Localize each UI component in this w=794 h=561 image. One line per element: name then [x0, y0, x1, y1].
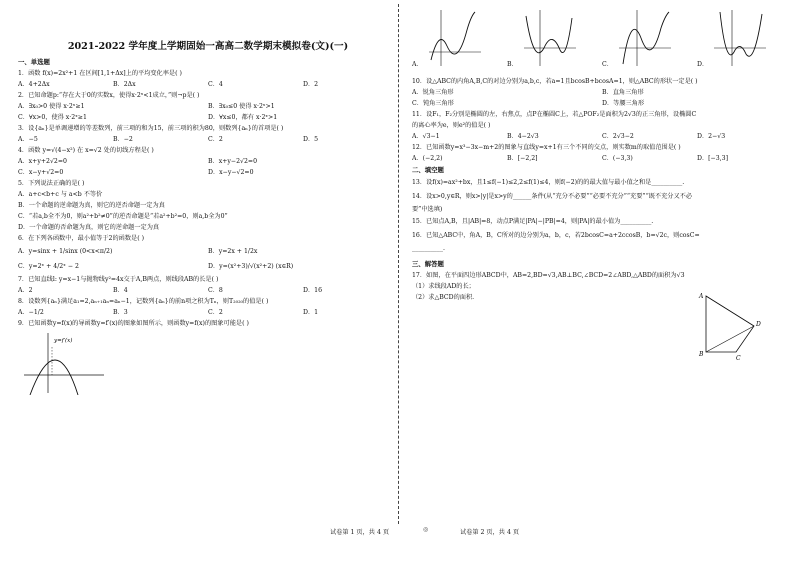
- derivative-label: y=f′(x): [54, 338, 73, 344]
- question-stem: 12．已知函数y=x³−3x−m+2的图象与直线y=x+1有三个不同的交点，则实数m的取值范围是( ): [412, 144, 681, 151]
- option-c[interactable]: C．8: [208, 287, 223, 294]
- question-options-row2: [412, 98, 792, 109]
- question-stem: 9．已知函数y=f(x)的导函数y=f′(x)的图象如图所示，则函数y=f(x)的图象可能是( ): [18, 320, 249, 327]
- option-c[interactable]: C．2: [208, 309, 223, 316]
- question-options-row2: [18, 259, 398, 274]
- option-a[interactable]: A．(−2,2): [412, 155, 443, 162]
- option-c[interactable]: C．2: [208, 136, 223, 143]
- quad-outline: [706, 296, 754, 352]
- question-4: [18, 145, 398, 178]
- question-7: [18, 274, 398, 296]
- question-16: 16．已知△ABC中，角A，B，C所对的边分别为a，b，c，若2bcosC=a+2ccosB，b=√2c，则cosC=: [412, 232, 700, 239]
- question-6: [18, 233, 398, 274]
- option-c[interactable]: C．y=2ˣ + 4/2ˣ − 2: [18, 263, 79, 270]
- vertex-a-label: A: [699, 293, 704, 300]
- right-page: [412, 0, 792, 561]
- question-options-row1: [18, 156, 398, 167]
- vertex-c-label: C: [736, 355, 741, 362]
- question-stem: 8．设数列{aₙ}满足a₁=2,aₙ₊₁aₙ=aₙ−1，记数列{aₙ}的前n项之积为Tₙ，则T₂₀₂₀的值是( ): [18, 298, 269, 305]
- option-d[interactable]: D．y=(x²+3)/√(x²+2) (x∈R): [208, 263, 294, 270]
- option-c[interactable]: C．∀x>0，使得 x·2ˣ≥1: [18, 114, 87, 121]
- question-stem: 7．已知直线l: y=x−1与抛物线y²=4x交于A,B两点，则线段AB的长是( ): [18, 276, 219, 283]
- graph-letter-c: C．: [602, 61, 613, 68]
- question-14-continued: 要”中选填): [412, 206, 443, 213]
- option-c[interactable]: C．(−3,3): [602, 155, 633, 162]
- graph-option-d[interactable]: [697, 8, 792, 68]
- question-options: [18, 307, 398, 318]
- option-c[interactable]: C．x−y+√2=0: [18, 169, 64, 176]
- option-b[interactable]: B．−2: [113, 136, 133, 143]
- graph-c-plot: [617, 8, 673, 68]
- option-c[interactable]: C．2√3−2: [602, 133, 634, 140]
- option-a[interactable]: A．锐角三角形: [412, 89, 454, 96]
- graph-d-plot: [712, 8, 768, 68]
- option-a[interactable]: A．2: [18, 287, 33, 294]
- option-b[interactable]: B．2Δx: [113, 81, 136, 88]
- option-a[interactable]: A．−5: [18, 136, 38, 143]
- option-a[interactable]: A．x+y+2√2=0: [18, 158, 67, 165]
- question-9: [18, 318, 398, 395]
- question-options: [412, 131, 792, 142]
- question-options: [18, 285, 398, 296]
- graph-option-c[interactable]: [602, 8, 697, 68]
- option-a[interactable]: A．−1/2: [18, 309, 44, 316]
- question-options: [18, 79, 398, 90]
- question-3: [18, 123, 398, 145]
- question-stem-continued: 的离心率为e，则e²的值是( ): [412, 122, 491, 129]
- option-c[interactable]: C．钝角三角形: [412, 100, 454, 107]
- question-stem: 11．设F₁，F₂分别是椭圆的左，右焦点，点P在椭圆C上，若△POF₂是面积为2√3的正三角形，设椭圆C: [412, 111, 697, 118]
- option-b[interactable]: B．∃x₀≤0 使得 x·2ˣ>1: [208, 103, 275, 110]
- option-d[interactable]: D．一个命题的否命题为真，则它的逆命题一定为真: [18, 224, 160, 231]
- question-12: [412, 142, 792, 164]
- vertex-d-label: D: [756, 321, 761, 328]
- question-17: [412, 270, 792, 362]
- question-8: [18, 296, 398, 318]
- derivative-curve: [30, 360, 78, 395]
- section-fill-in: 二、填空题: [412, 166, 444, 174]
- question-stem: 4．函数 y=√(4−x²) 在 x=√2 处的切线方程是( ): [18, 147, 154, 154]
- question-part-2: （2）求△BCD的面积.: [412, 294, 475, 301]
- option-b[interactable]: B．y=2x + 1/2x: [208, 248, 258, 255]
- question-stem: 5．下列说法正确的是( ): [18, 180, 85, 187]
- question-13: 13．设f(x)=ax²+bx，且1≤f(−1)≤2,2≤f(1)≤4，则f(−2)的的最大值与最小值之和是__________.: [412, 179, 685, 186]
- curve: [431, 12, 475, 60]
- question-stem: 3．设{aₙ}是单调递增的等差数列，前三项的和为15，前三项的积为80，则数列{aₙ}的首项是( ): [18, 125, 284, 132]
- question-11: [412, 109, 792, 142]
- section-answer: 三、解答题: [412, 260, 444, 268]
- question-options-row1: [18, 101, 398, 112]
- question-2: [18, 90, 398, 123]
- section-single-choice: 一、单选题: [18, 58, 50, 66]
- graph-a-plot: [427, 8, 483, 68]
- option-a[interactable]: A．√3−1: [412, 133, 440, 140]
- option-b[interactable]: B．直角三角形: [602, 89, 644, 96]
- vertex-b-label: B: [699, 351, 704, 358]
- option-d[interactable]: D．∀x≤0，都有 x·2ˣ>1: [208, 114, 278, 121]
- graph-letter-b: B．: [507, 61, 518, 68]
- footer-page-1: 试卷第 1 页，共 4 页: [330, 529, 390, 536]
- exam-title: 2021-2022 学年度上学期固始一高高二数学期末模拟卷(文)(一): [67, 41, 349, 52]
- curve: [526, 16, 572, 53]
- question-stem: 10．设△ABC的内角A,B,C的对边分别为a,b,c，若a=1且bcosB+bcosA=1，则△ABC的形状一定是( ): [412, 78, 698, 85]
- option-b[interactable]: B．一个命题的逆命题为真，则它的逆否命题一定为真: [18, 202, 165, 209]
- graph-letter-a: A．: [412, 61, 423, 68]
- question-14: 14．设x>0,y∈R，则x>|y|是x>y的______条件(从“充分不必要”“必要不充分”“充要”“既不充分又不必: [412, 193, 693, 200]
- left-page: [18, 0, 398, 561]
- diagonal-bd: [706, 326, 754, 352]
- option-a[interactable]: A．4+2Δx: [18, 81, 50, 88]
- option-d[interactable]: D．2: [303, 81, 319, 88]
- option-b[interactable]: B．x+y−2√2=0: [208, 158, 258, 165]
- option-d[interactable]: D．x−y−√2=0: [208, 169, 254, 176]
- question-stem: 2．已知命题p:“存在大于0的实数x，使得x·2ˣ<1成立，”则¬p是( ): [18, 92, 200, 99]
- question-15: 15．已知点A,B，且|AB|=8，动点P满足|PA|−|PB|=4，则|PA|的最小值为__________.: [412, 218, 654, 225]
- option-d[interactable]: D．16: [303, 287, 323, 294]
- option-d[interactable]: D．5: [303, 136, 319, 143]
- question-1: [18, 68, 398, 90]
- question-options: [18, 134, 398, 145]
- question-part-1: （1）求线段AD的长；: [412, 283, 475, 290]
- question-10: [412, 76, 792, 109]
- quadrilateral-figure: [696, 290, 766, 362]
- q9-answer-graphs: [412, 6, 792, 68]
- question-5: [18, 178, 398, 233]
- option-b[interactable]: B．3: [113, 309, 128, 316]
- curve: [720, 12, 762, 56]
- option-c[interactable]: C．4: [208, 81, 223, 88]
- page-divider: [398, 4, 399, 524]
- question-stem: 17．如图，在平面四边形ABCD中，AB=2,BD=√3,AB⊥BC,∠BCD=2∠ABD,△ABD的面积为√3: [412, 272, 685, 279]
- option-b[interactable]: B．[−2,2]: [507, 155, 538, 162]
- question-stem: 6．在下列各函数中，最小值等于2的函数是( ): [18, 235, 145, 242]
- question-16-continued: __________.: [412, 245, 445, 252]
- question-options: [412, 153, 792, 164]
- option-a[interactable]: A．∃x₀>0 使得 x·2ˣ≥1: [18, 103, 85, 110]
- graph-option-b[interactable]: [507, 8, 602, 68]
- question-options-row2: [18, 112, 398, 123]
- option-d[interactable]: D．[−3,3]: [697, 155, 729, 162]
- option-d[interactable]: D．等腰三角形: [602, 100, 645, 107]
- question-stem: 1．函数 f(x)=2x²+1 在区间[1,1+Δx]上的平均变化率是( ): [18, 70, 182, 77]
- option-a[interactable]: A．a+c<b+c 与 a<b 不等价: [18, 191, 103, 198]
- option-c[interactable]: C．“若a,b全不为0，则a²+b²≠0”的逆否命题是“若a²+b²=0，则a,b全为0”: [18, 213, 228, 220]
- diagonal-ad: [706, 296, 754, 326]
- question-options-row1: [18, 244, 398, 259]
- question-options-row2: [18, 167, 398, 178]
- graph-b-plot: [522, 8, 578, 68]
- graph-option-a[interactable]: [412, 8, 507, 68]
- curve: [623, 12, 669, 64]
- question-options-row1: [412, 87, 792, 98]
- derivative-graph-figure: [18, 329, 108, 395]
- option-d[interactable]: D．1: [303, 309, 319, 316]
- graph-letter-d: D．: [697, 61, 709, 68]
- option-b[interactable]: B．4: [113, 287, 128, 294]
- binding-mark-icon: ◎: [423, 526, 429, 533]
- option-a[interactable]: A．y=sinx + 1/sinx (0<x<π/2): [18, 248, 113, 255]
- option-d[interactable]: D．2−√3: [697, 133, 726, 140]
- option-b[interactable]: B．4−2√3: [507, 133, 539, 140]
- footer-page-2: 试卷第 2 页，共 4 页: [460, 529, 520, 536]
